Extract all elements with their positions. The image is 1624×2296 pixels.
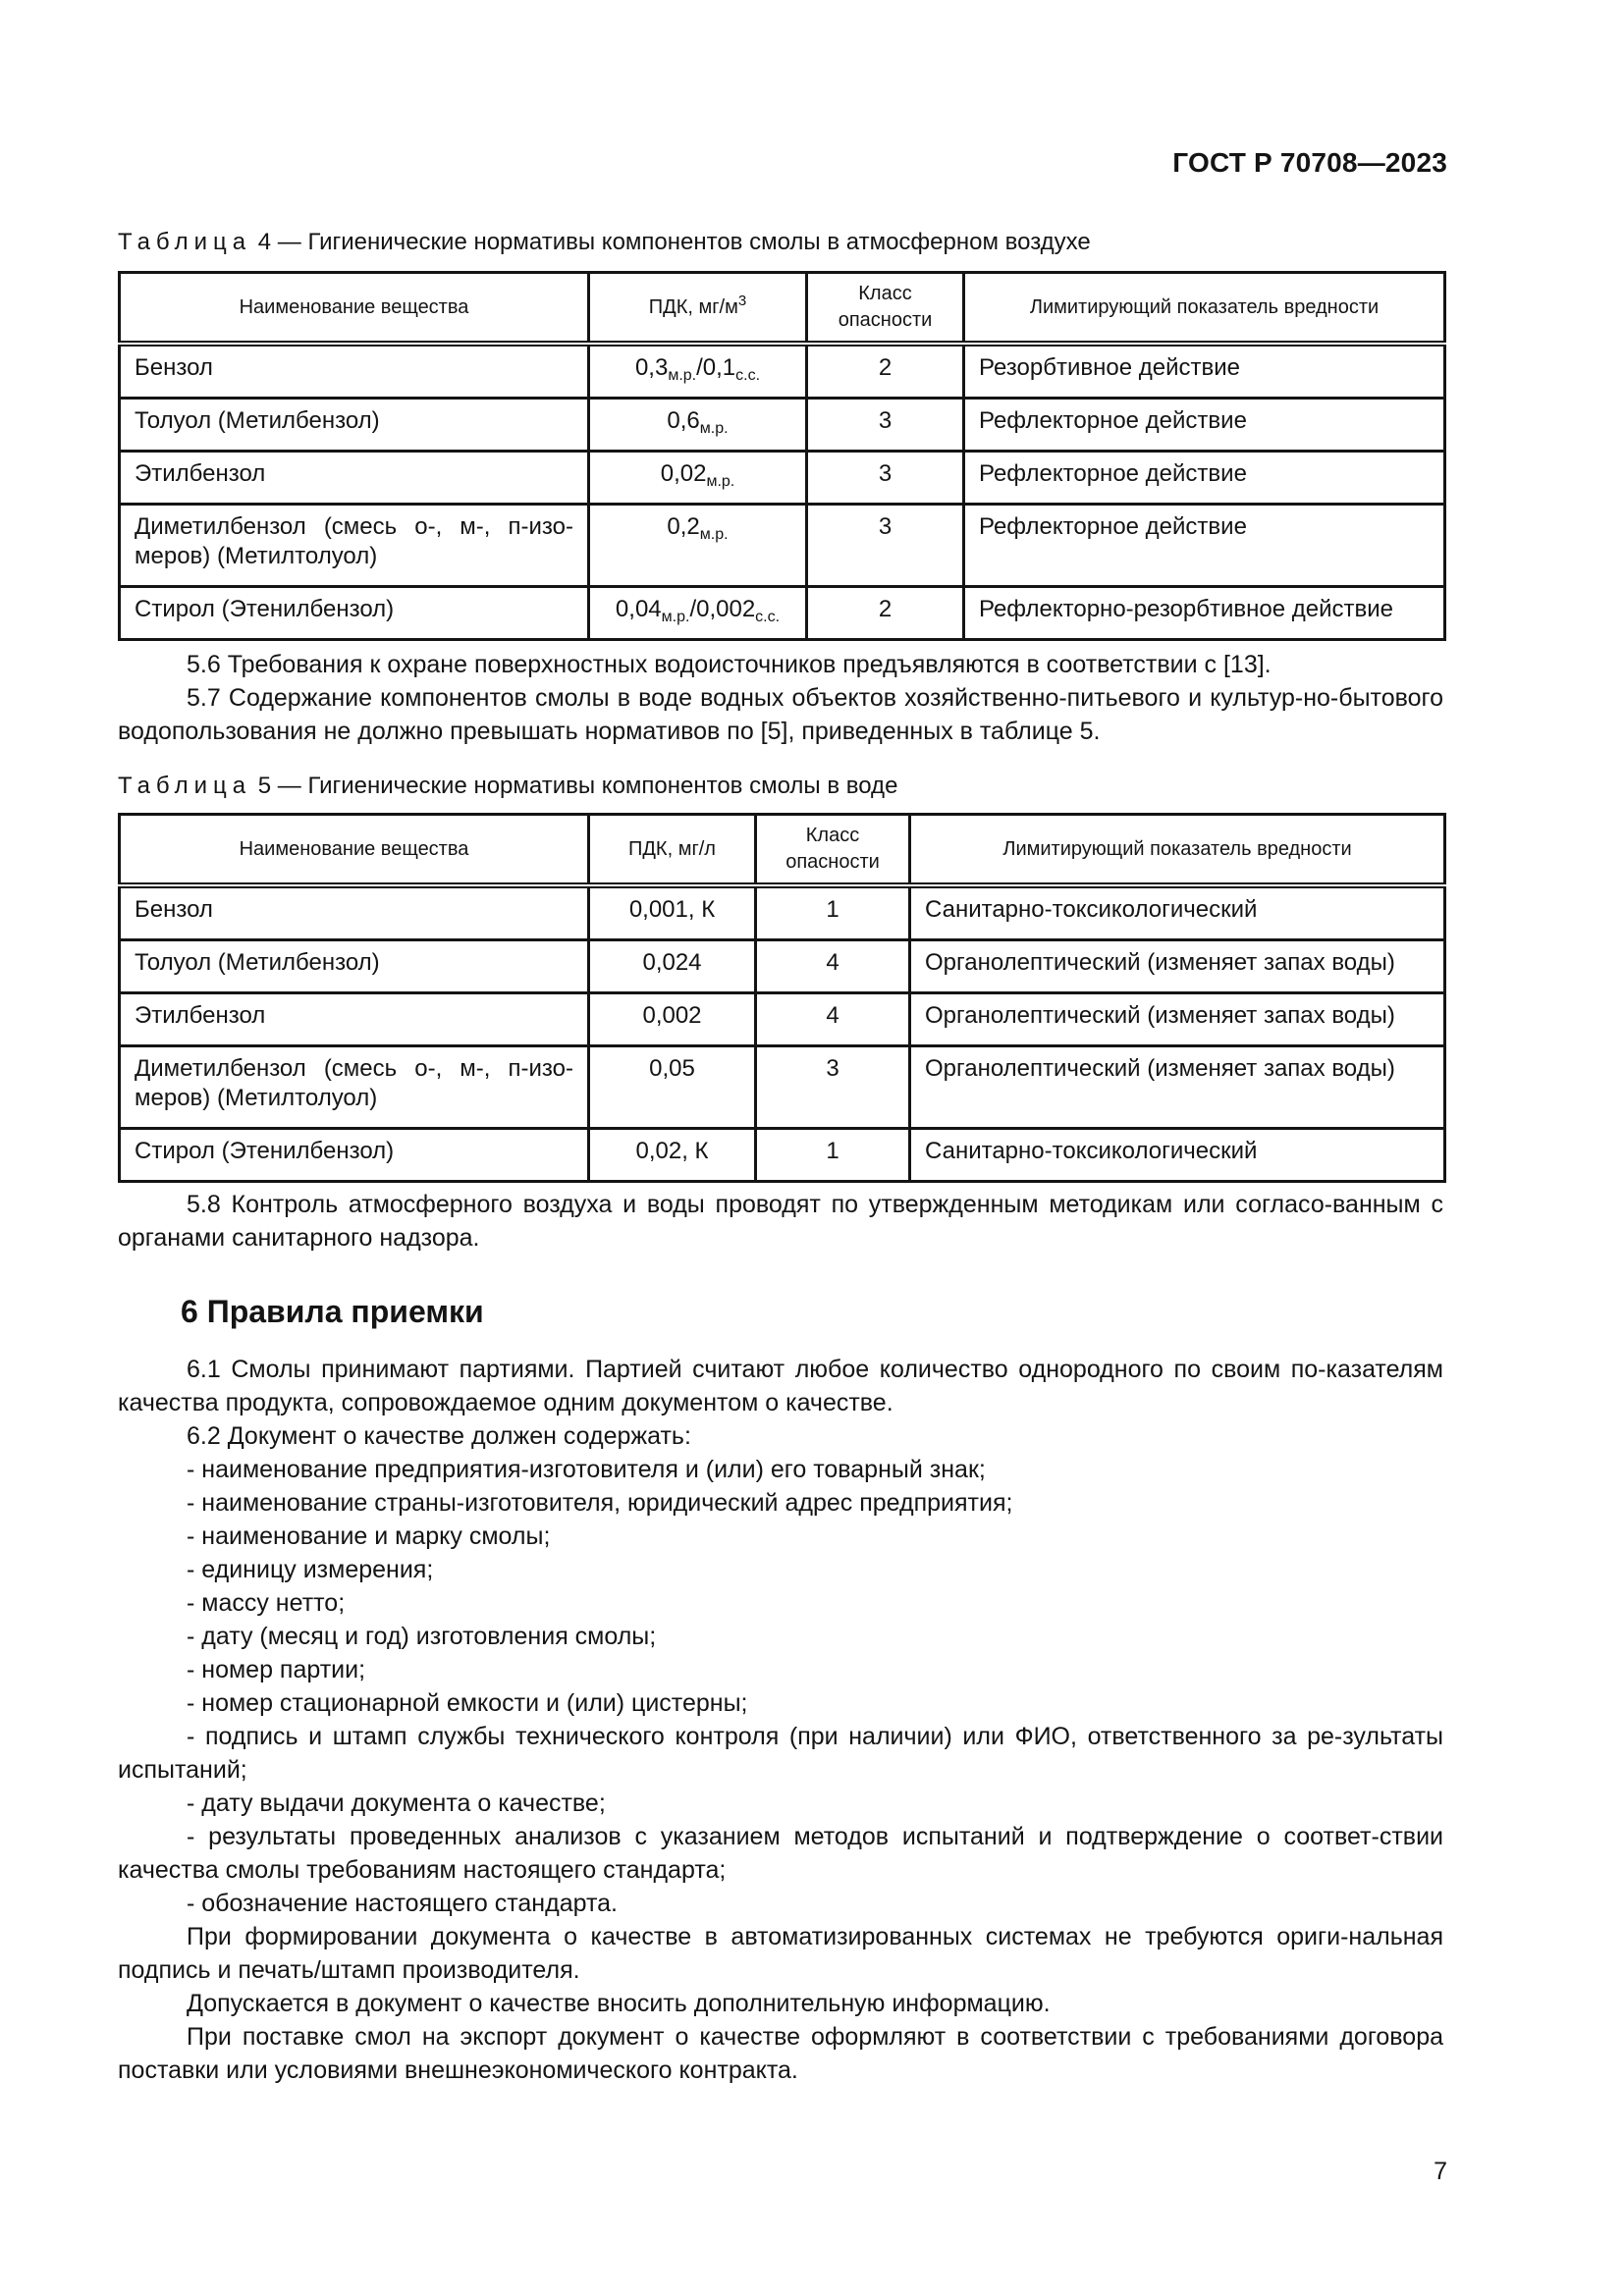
table4-cell-name: Бензол (120, 344, 589, 399)
table5-cell-name: Бензол (120, 885, 589, 940)
table5-header-pdk: ПДК, мг/л (589, 815, 756, 886)
table5-cell-name: Этилбензол (120, 993, 589, 1046)
table4 (118, 271, 1443, 641)
table4-cell-name: Диметилбензол (смесь о-, м-, п-изо-меров) (Метилтолуол) (120, 505, 589, 587)
table5-cell-class: 4 (756, 940, 910, 993)
paragraph-5-7: 5.7 Содержание компонентов смолы в воде водных объектов хозяйственно-питьевого и культур-но-бытового водопользования не должно превышать нормативов по [5], приведенных в таблице 5. (118, 684, 1443, 745)
table4-cell-class: 3 (807, 505, 964, 587)
table4-cell-class: 3 (807, 399, 964, 452)
table5-caption-label: Таблица (118, 773, 252, 799)
table5-cell-indicator: Органолептический (изменяет запах воды) (910, 940, 1445, 993)
table5-caption-text: 5 — Гигиенические нормативы компонентов смолы в воде (251, 773, 898, 799)
table5-header-class: Класс опасности (756, 815, 910, 886)
table5-cell-pdk: 0,002 (589, 993, 756, 1046)
table5-cell-name: Толуол (Метилбензол) (120, 940, 589, 993)
list-item: - массу нетто; (187, 1589, 346, 1617)
table4-caption-label: Таблица (118, 229, 252, 255)
table4-row (120, 344, 1445, 399)
table4-cell-name: Стирол (Этенилбензол) (120, 587, 589, 640)
table4-row (120, 505, 1445, 587)
table5-cell-class: 1 (756, 885, 910, 940)
table4-row (120, 452, 1445, 505)
paragraph-additional-info: Допускается в документ о качестве вносить дополнительную информацию. (187, 1990, 1051, 2017)
section-6-body (118, 1353, 1443, 2087)
list-item: - обозначение настоящего стандарта. (187, 1890, 618, 1917)
list-item: - единицу измерения; (187, 1556, 434, 1583)
document-code: ГОСТ Р 70708—2023 (1172, 147, 1447, 178)
table4-caption (118, 228, 1443, 257)
paragraph-6-1: 6.1 Смолы принимают партиями. Партией считают любое количество однородного по своим по-казателям качества продукта, сопровождаемое одним документом о качестве. (118, 1356, 1443, 1416)
table5-cell-class: 4 (756, 993, 910, 1046)
section-title: 6 Правила приемки (181, 1294, 484, 1329)
table4-cell-indicator: Рефлекторное действие (964, 399, 1445, 452)
table4-cell-name: Этилбензол (120, 452, 589, 505)
table4-cell-name: Толуол (Метилбензол) (120, 399, 589, 452)
paragraphs-5-6-5-7 (118, 648, 1443, 748)
table4-cell-class: 2 (807, 587, 964, 640)
table4-header-name: Наименование вещества (120, 273, 589, 345)
table4-cell-indicator: Рефлекторно-резорбтивное действие (964, 587, 1445, 640)
table5 (118, 813, 1443, 1183)
table4-header-indicator: Лимитирующий показатель вредности (964, 273, 1445, 345)
table4-cell-pdk: $0,2_{м.р.}$ (589, 505, 807, 587)
table5-header-indicator: Лимитирующий показатель вредности (910, 815, 1445, 886)
table5-cell-indicator: Органолептический (изменяет запах воды) (910, 993, 1445, 1046)
table4-cell-class: 2 (807, 344, 964, 399)
table5-cell-class: 1 (756, 1129, 910, 1182)
list-item: - дату выдачи документа о качестве; (187, 1789, 606, 1817)
paragraph-5-8-block (118, 1188, 1443, 1255)
table4-cell-class: 3 (807, 452, 964, 505)
section-6-heading (118, 1294, 1443, 1330)
table5-cell-indicator: Санитарно-токсикологический (910, 885, 1445, 940)
table4-cell-indicator: Резорбтивное действие (964, 344, 1445, 399)
table5-cell-name: Диметилбензол (смесь о-, м-, п-изо-меров) (Метилтолуол) (120, 1046, 589, 1129)
list-item: - наименование страны-изготовителя, юридический адрес предприятия; (187, 1489, 1013, 1517)
table5-cell-name: Стирол (Этенилбензол) (120, 1129, 589, 1182)
table4-row (120, 399, 1445, 452)
table4-cell-pdk: $0,04_{м.р.}/0,002_{с.с.}$ (589, 587, 807, 640)
table5-cell-pdk: 0,02, К (589, 1129, 756, 1182)
paragraph-5-6: 5.6 Требования к охране поверхностных водоисточников предъявляются в соответствии с [13]. (187, 651, 1272, 678)
list-item: - номер стационарной емкости и (или) цистерны; (187, 1689, 748, 1717)
list-item: - наименование и марку смолы; (187, 1522, 551, 1550)
paragraph-automated-systems: При формировании документа о качестве в автоматизированных системах не требуются ориги-нальная подпись и печать/штамп производителя. (118, 1923, 1443, 1984)
list-item: - дату (месяц и год) изготовления смолы; (187, 1623, 657, 1650)
table5-cell-pdk: 0,024 (589, 940, 756, 993)
table4-cell-pdk: $0,02_{м.р.}$ (589, 452, 807, 505)
table5-cell-indicator: Органолептический (изменяет запах воды) (910, 1046, 1445, 1129)
list-item: - результаты проведенных анализов с указанием методов испытаний и подтверждение о соответ-ствии качества смолы требованиям настоящего стандарта; (118, 1823, 1443, 1884)
table4-header-class: Класс опасности (807, 273, 964, 345)
table5-cell-indicator: Санитарно-токсикологический (910, 1129, 1445, 1182)
table5-row (120, 993, 1445, 1046)
table5-row (120, 1129, 1445, 1182)
table5-cell-class: 3 (756, 1046, 910, 1129)
list-item: - наименование предприятия-изготовителя и (или) его товарный знак; (187, 1456, 986, 1483)
table4-cell-indicator: Рефлекторное действие (964, 505, 1445, 587)
table4-cell-pdk: $0,3_{м.р.}/0,1_{с.с.}$ (589, 344, 807, 399)
table4-caption-text: 4 — Гигиенические нормативы компонентов смолы в атмосферном воздухе (251, 229, 1091, 255)
list-item: - номер партии; (187, 1656, 366, 1683)
table4-cell-pdk: $0,6_{м.р.}$ (589, 399, 807, 452)
table5-row (120, 1046, 1445, 1129)
paragraph-export: При поставке смол на экспорт документ о качестве оформляют в соответствии с требованиями договора поставки или условиями внешнеэкономического контракта. (118, 2023, 1443, 2084)
table5-cell-pdk: 0,05 (589, 1046, 756, 1129)
table4-cell-indicator: Рефлекторное действие (964, 452, 1445, 505)
table5-header-name: Наименование вещества (120, 815, 589, 886)
page-number: 7 (1434, 2158, 1447, 2185)
table4-row (120, 587, 1445, 640)
list-item: - подпись и штамп службы технического контроля (при наличии) или ФИО, ответственного за ре-зультаты испытаний; (118, 1723, 1443, 1784)
table5-cell-pdk: 0,001, К (589, 885, 756, 940)
table5-caption (118, 772, 1443, 801)
table5-row (120, 885, 1445, 940)
paragraph-6-2: 6.2 Документ о качестве должен содержать: (187, 1422, 691, 1450)
table5-row (120, 940, 1445, 993)
paragraph-5-8: 5.8 Контроль атмосферного воздуха и воды проводят по утвержденным методикам или согласо-ванным с органами санитарного надзора. (118, 1191, 1443, 1252)
table4-header-pdk: ПДК, $мг/м^3$ (589, 273, 807, 345)
